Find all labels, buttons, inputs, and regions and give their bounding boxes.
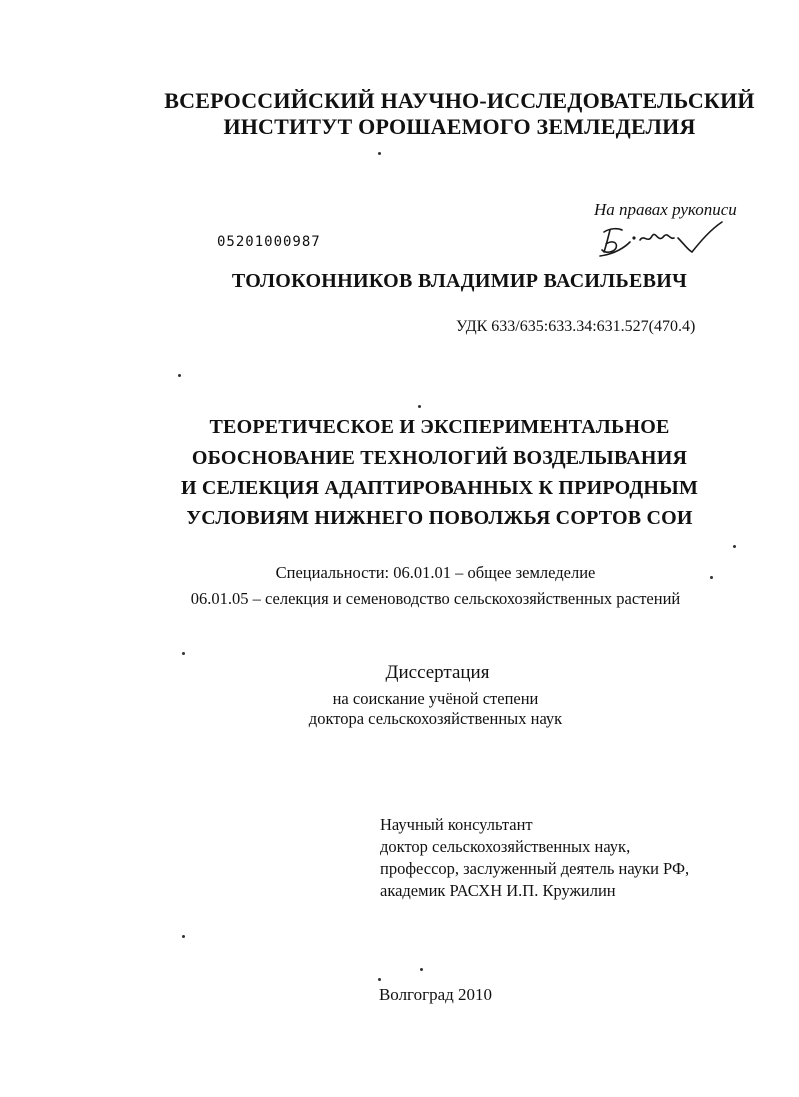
title-line-1: ТЕОРЕТИЧЕСКОЕ И ЭКСПЕРИМЕНТАЛЬНОЕ [209,416,670,438]
degree-line-2: доктора сельскохозяйственных наук [308,709,563,728]
scan-speck [420,968,423,971]
scan-speck [710,576,713,579]
scan-speck [378,152,381,155]
scan-speck [378,978,381,981]
scan-speck [733,545,736,548]
advisor-line-4: академик РАСХН И.П. Кружилин [380,881,616,900]
scan-speck [418,405,421,408]
advisor-line-3: профессор, заслуженный деятель науки РФ, [380,859,690,878]
scan-speck [178,374,181,377]
scan-speck [182,935,185,938]
author-name: ТОЛОКОННИКОВ ВЛАДИМИР ВАСИЛЬЕВИЧ [231,270,688,292]
degree-line-1: на соискание учёной степени [332,689,539,708]
manuscript-rights-note: На правах рукописи [594,200,737,219]
title-line-3: И СЕЛЕКЦИЯ АДАПТИРОВАННЫХ К ПРИРОДНЫМ [180,477,699,499]
title-line-2: ОБОСНОВАНИЕ ТЕХНОЛОГИЙ ВОЗДЕЛЫВАНИЯ [191,447,688,469]
institute-name-line-2: ИНСТИТУТ ОРОШАЕМОГО ЗЕМЛЕДЕЛИЯ [223,114,696,139]
advisor-line-1: Научный консультант [380,815,533,834]
title-line-4: УСЛОВИЯМ НИЖНЕГО ПОВОЛЖЬЯ СОРТОВ СОИ [186,507,693,529]
place-and-year: Волгоград 2010 [378,985,493,1004]
advisor-line-2: доктор сельскохозяйственных наук, [380,837,631,856]
udc-code: УДК 633/635:633.34:631.527(470.4) [456,318,696,335]
specialty-line-2: 06.01.05 – селекция и семеноводство сельскохозяйственных растений [190,589,681,608]
specialty-line-1: Специальности: 06.01.01 – общее земледелие [275,563,596,582]
scan-speck [182,652,185,655]
signature-icon [596,216,726,260]
archive-number: 05201000987 [217,234,321,250]
document-type: Диссертация [385,662,490,683]
institute-name-line-1: ВСЕРОССИЙСКИЙ НАУЧНО-ИССЛЕДОВАТЕЛЬСКИЙ [164,88,755,113]
